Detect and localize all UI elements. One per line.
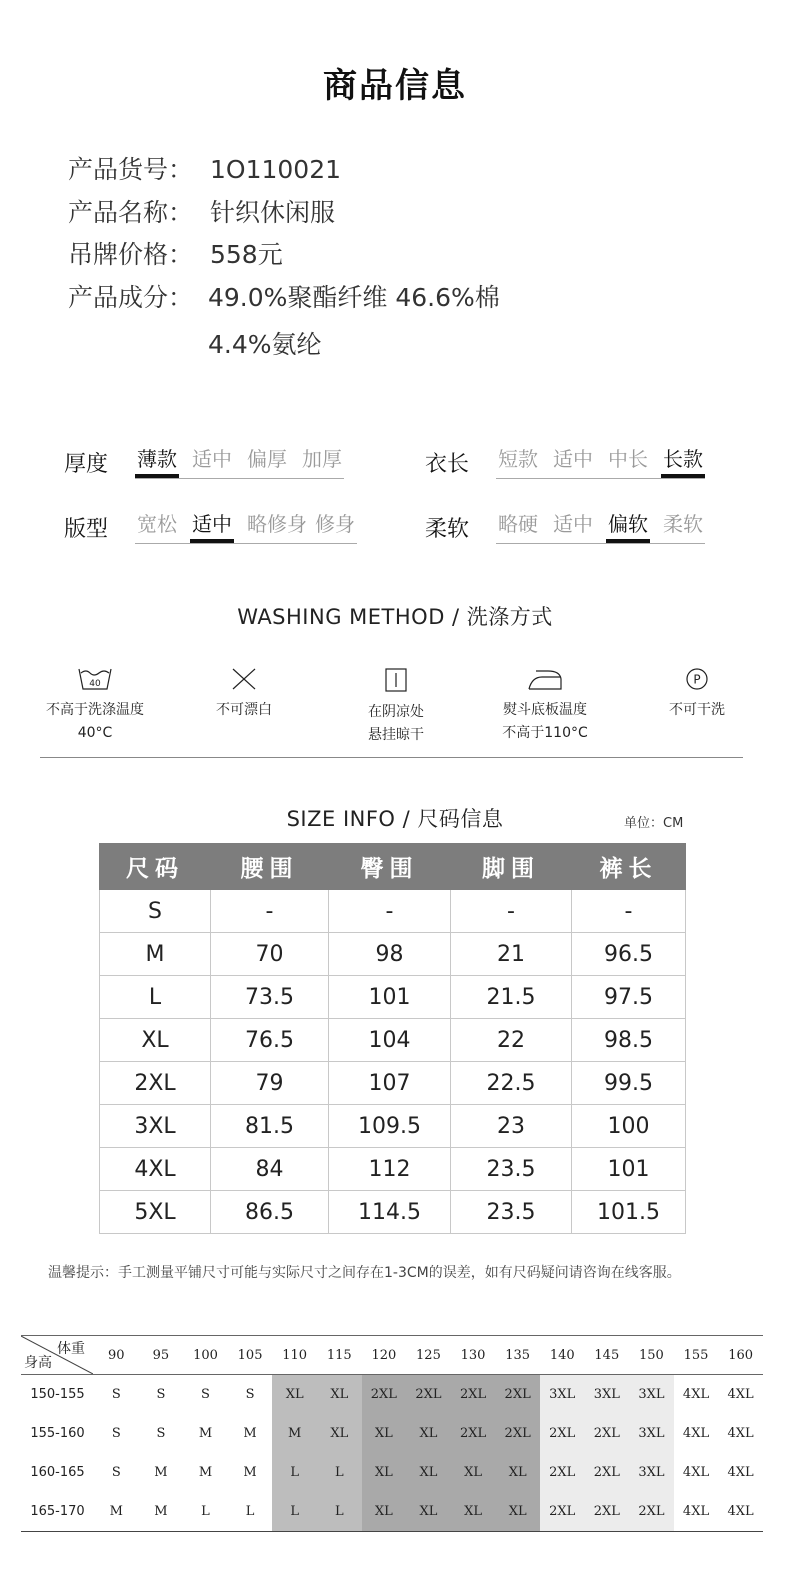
recommended-size-cell: 3XL [629, 1453, 674, 1492]
info-material-continued: 4.4%氨纶 [208, 330, 322, 359]
weight-header-cell: 95 [139, 1336, 184, 1375]
attr-option-selected: 偏软 [606, 510, 650, 543]
height-range-cell: 155-160 [30, 1426, 85, 1441]
recommended-size-cell: 4XL [718, 1414, 763, 1453]
size-table-header [100, 844, 686, 890]
wash-text: 在阴凉处 [368, 704, 424, 720]
recommended-size-cell: XL [406, 1492, 451, 1532]
info-value: 1O110021 [210, 155, 342, 184]
info-label: 产品成分： [68, 283, 194, 312]
attr-options-thickness [135, 445, 344, 479]
recommended-size-cell: XL [495, 1453, 540, 1492]
attr-options-length [496, 445, 705, 479]
recommended-size-cell: XL [362, 1492, 407, 1532]
recommended-size-cell: M [183, 1453, 228, 1492]
recommended-size-cell: M [272, 1414, 317, 1453]
size-label-cell: L [100, 976, 211, 1019]
recommended-size-cell: XL [362, 1414, 407, 1453]
recommendation-row [21, 1453, 763, 1492]
recommended-size-cell: 2XL [585, 1453, 630, 1492]
recommended-size-cell: XL [451, 1492, 496, 1532]
recommended-size-cell: XL [406, 1414, 451, 1453]
unit-label: 单位：CM [624, 816, 684, 831]
recommended-size-cell: XL [362, 1453, 407, 1492]
attr-option: 适中 [192, 447, 232, 471]
height-range-cell: 150-155 [30, 1387, 85, 1402]
wash-item [169, 667, 319, 722]
weight-header-cell: 160 [718, 1336, 763, 1375]
recommended-size-cell: XL [451, 1453, 496, 1492]
size-header-cell: 臀围 [329, 844, 451, 890]
recommended-size-cell: 2XL [451, 1375, 496, 1415]
wash-text: 不可漂白 [216, 702, 272, 718]
info-label: 吊牌价格： [68, 240, 194, 269]
size-value-cell: 22.5 [451, 1062, 572, 1105]
iron-icon [526, 667, 564, 691]
recommended-size-cell: 2XL [495, 1414, 540, 1453]
recommended-size-cell: L [317, 1453, 362, 1492]
table-row [100, 976, 686, 1019]
attr-option: 修身 [315, 512, 355, 536]
wash-40-icon [78, 667, 112, 691]
size-value-cell: 107 [329, 1062, 451, 1105]
weight-header-cell: 135 [495, 1336, 540, 1375]
size-recommendation-table [21, 1335, 763, 1532]
info-row-material [68, 278, 500, 314]
size-value-cell: 112 [329, 1148, 451, 1191]
size-value-cell: 76.5 [211, 1019, 329, 1062]
size-value-cell: 101 [572, 1148, 686, 1191]
table-row [100, 890, 686, 933]
recommended-size-cell: M [139, 1453, 184, 1492]
recommended-size-cell: 2XL [585, 1492, 630, 1532]
size-value-cell: 98 [329, 933, 451, 976]
size-header-cell: 脚围 [451, 844, 572, 890]
svg-text:P: P [693, 672, 701, 687]
recommended-size-cell: 4XL [674, 1453, 719, 1492]
weight-header-cell: 110 [272, 1336, 317, 1375]
attr-title-softness: 柔软 [425, 517, 470, 542]
wash-item [321, 667, 471, 747]
info-label: 产品货号： [68, 155, 194, 184]
wash-text: 不可干洗 [669, 702, 725, 718]
recommended-size-cell: 4XL [718, 1453, 763, 1492]
height-range-cell: 165-170 [21, 1492, 94, 1532]
size-value-cell: 100 [572, 1105, 686, 1148]
no-bleach-icon [227, 667, 261, 691]
size-table [99, 843, 686, 1234]
table-row [100, 1191, 686, 1234]
attr-option-selected: 薄款 [135, 445, 179, 478]
recommended-size-cell: 2XL [540, 1453, 585, 1492]
info-row-price [68, 235, 283, 271]
attr-title-length: 衣长 [425, 452, 470, 477]
attr-option: 短款 [498, 447, 538, 471]
size-value-cell: 70 [211, 933, 329, 976]
recommended-size-cell: 3XL [585, 1375, 630, 1415]
attr-option: 适中 [553, 447, 593, 471]
size-header-cell: 裤长 [572, 844, 686, 890]
attr-option: 略硬 [498, 512, 538, 536]
table-row [100, 1062, 686, 1105]
wash-item [20, 667, 170, 745]
size-value-cell: 86.5 [211, 1191, 329, 1234]
wash-text: 不高于洗涤温度 [46, 702, 144, 718]
washing-title: WASHING METHOD / 洗涤方式 [237, 605, 553, 629]
recommended-size-cell: L [183, 1492, 228, 1532]
attr-options-fit [135, 510, 357, 544]
table-row [100, 1105, 686, 1148]
size-value-cell: 23.5 [451, 1191, 572, 1234]
recommended-size-cell: M [228, 1414, 273, 1453]
weight-header-cell: 125 [406, 1336, 451, 1375]
size-label-cell: 4XL [100, 1148, 211, 1191]
recommended-size-cell: 2XL [540, 1492, 585, 1532]
info-row-sku [68, 150, 341, 186]
size-value-cell: 22 [451, 1019, 572, 1062]
attr-option: 宽松 [137, 512, 177, 536]
recommended-size-cell: M [139, 1492, 184, 1532]
size-label-cell: M [100, 933, 211, 976]
recommendation-row [21, 1414, 763, 1453]
recommended-size-cell: S [94, 1414, 139, 1453]
size-info-title: SIZE INFO / 尺码信息 [286, 807, 504, 831]
size-value-cell: 97.5 [572, 976, 686, 1019]
size-value-cell: - [211, 890, 329, 933]
size-value-cell: - [572, 890, 686, 933]
recommended-size-cell: S [94, 1375, 139, 1415]
divider [40, 757, 743, 758]
line-dry-shade-icon [379, 667, 413, 693]
attr-option: 偏厚 [247, 447, 287, 471]
info-value: 49.0%聚酯纤维 46.6%棉 [208, 283, 500, 312]
size-value-cell: 23.5 [451, 1148, 572, 1191]
recommended-size-cell: M [228, 1453, 273, 1492]
size-label-cell: 2XL [100, 1062, 211, 1105]
recommended-size-cell: 2XL [540, 1414, 585, 1453]
size-value-cell: 73.5 [211, 976, 329, 1019]
recommended-size-cell: XL [495, 1492, 540, 1532]
size-label-cell: XL [100, 1019, 211, 1062]
weight-header-cell: 150 [629, 1336, 674, 1375]
measurement-tip: 温馨提示：手工测量平铺尺寸可能与实际尺寸之间存在1-3CM的误差，如有尺码疑问请咨询在线客服。 [48, 1265, 681, 1281]
size-header-cell: 腰围 [211, 844, 329, 890]
recommended-size-cell: XL [317, 1414, 362, 1453]
size-header-cell: 尺码 [100, 844, 211, 890]
recommendation-header-row [21, 1336, 763, 1375]
info-value: 558元 [210, 240, 283, 269]
recommended-size-cell: S [228, 1375, 273, 1415]
recommended-size-cell: 4XL [718, 1375, 763, 1415]
recommended-size-cell: M [183, 1414, 228, 1453]
size-value-cell: 101 [329, 976, 451, 1019]
size-value-cell: 84 [211, 1148, 329, 1191]
wash-item [622, 667, 772, 722]
recommended-size-cell: 2XL [406, 1375, 451, 1415]
size-value-cell: 99.5 [572, 1062, 686, 1105]
recommended-size-cell: 3XL [629, 1414, 674, 1453]
size-value-cell: 21 [451, 933, 572, 976]
recommended-size-cell: 2XL [495, 1375, 540, 1415]
size-value-cell: 23 [451, 1105, 572, 1148]
size-value-cell: 109.5 [329, 1105, 451, 1148]
size-label-cell: 5XL [100, 1191, 211, 1234]
size-value-cell: 21.5 [451, 976, 572, 1019]
size-value-cell: - [329, 890, 451, 933]
svg-text:40: 40 [89, 679, 101, 689]
weight-header-cell: 120 [362, 1336, 407, 1375]
weight-header-cell: 115 [317, 1336, 362, 1375]
attr-title-thickness: 厚度 [64, 452, 109, 477]
weight-header-cell: 155 [674, 1336, 719, 1375]
recommended-size-cell: 4XL [674, 1492, 719, 1532]
size-value-cell: 104 [329, 1019, 451, 1062]
recommended-size-cell: 2XL [451, 1414, 496, 1453]
recommended-size-cell: L [228, 1492, 273, 1532]
attr-option: 中长 [608, 447, 648, 471]
weight-axis-label: 体重 [57, 1341, 85, 1357]
size-value-cell: 101.5 [572, 1191, 686, 1234]
attr-title-fit: 版型 [64, 517, 109, 542]
wash-item [470, 667, 620, 745]
recommended-size-cell: 4XL [718, 1492, 763, 1532]
height-axis-label: 身高 [24, 1355, 52, 1371]
size-label-cell: S [100, 890, 211, 933]
recommended-size-cell: 2XL [585, 1414, 630, 1453]
recommendation-row [21, 1375, 763, 1415]
recommended-size-cell: S [139, 1375, 184, 1415]
size-label-cell: 3XL [100, 1105, 211, 1148]
wash-text: 40°C [77, 725, 113, 741]
attr-option: 略修身 [247, 512, 307, 536]
recommended-size-cell: 2XL [629, 1492, 674, 1532]
weight-header-cell: 130 [451, 1336, 496, 1375]
recommended-size-cell: 2XL [362, 1375, 407, 1415]
info-row-name [68, 193, 335, 229]
wash-text: 熨斗底板温度 [503, 702, 587, 718]
size-value-cell: - [451, 890, 572, 933]
recommendation-row [21, 1492, 763, 1532]
size-value-cell: 114.5 [329, 1191, 451, 1234]
recommended-size-cell: S [183, 1375, 228, 1415]
info-value: 针织休闲服 [210, 198, 336, 227]
recommended-size-cell: 3XL [629, 1375, 674, 1415]
weight-header-cell: 145 [585, 1336, 630, 1375]
attr-option: 柔软 [663, 512, 703, 536]
attr-option: 加厚 [302, 447, 342, 471]
recommended-size-cell: L [272, 1453, 317, 1492]
height-range-cell: 160-165 [30, 1465, 85, 1480]
info-label: 产品名称： [68, 198, 194, 227]
table-row [100, 933, 686, 976]
recommended-size-cell: S [94, 1453, 139, 1492]
weight-header-cell: 90 [94, 1336, 139, 1375]
recommended-size-cell: L [317, 1492, 362, 1532]
size-value-cell: 98.5 [572, 1019, 686, 1062]
no-dry-clean-icon [680, 667, 714, 691]
attr-options-softness [496, 510, 705, 544]
recommended-size-cell: 3XL [540, 1375, 585, 1415]
weight-header-cell: 100 [183, 1336, 228, 1375]
recommended-size-cell: L [272, 1492, 317, 1532]
recommended-size-cell: M [94, 1492, 139, 1532]
recommended-size-cell: XL [406, 1453, 451, 1492]
size-value-cell: 96.5 [572, 933, 686, 976]
table-row [100, 1019, 686, 1062]
size-value-cell: 79 [211, 1062, 329, 1105]
recommended-size-cell: XL [272, 1375, 317, 1415]
wash-text: 不高于110°C [502, 725, 588, 741]
page-title: 商品信息 [323, 66, 467, 106]
recommended-size-cell: 4XL [674, 1375, 719, 1415]
attr-option-selected: 长款 [661, 445, 705, 478]
wash-text: 悬挂晾干 [368, 727, 424, 743]
corner-cell [21, 1336, 94, 1375]
weight-header-cell: 140 [540, 1336, 585, 1375]
attr-option-selected: 适中 [190, 510, 234, 543]
table-row [100, 1148, 686, 1191]
size-value-cell: 81.5 [211, 1105, 329, 1148]
recommended-size-cell: S [139, 1414, 184, 1453]
weight-header-cell: 105 [228, 1336, 273, 1375]
attr-option: 适中 [553, 512, 593, 536]
recommended-size-cell: XL [317, 1375, 362, 1415]
recommended-size-cell: 4XL [674, 1414, 719, 1453]
